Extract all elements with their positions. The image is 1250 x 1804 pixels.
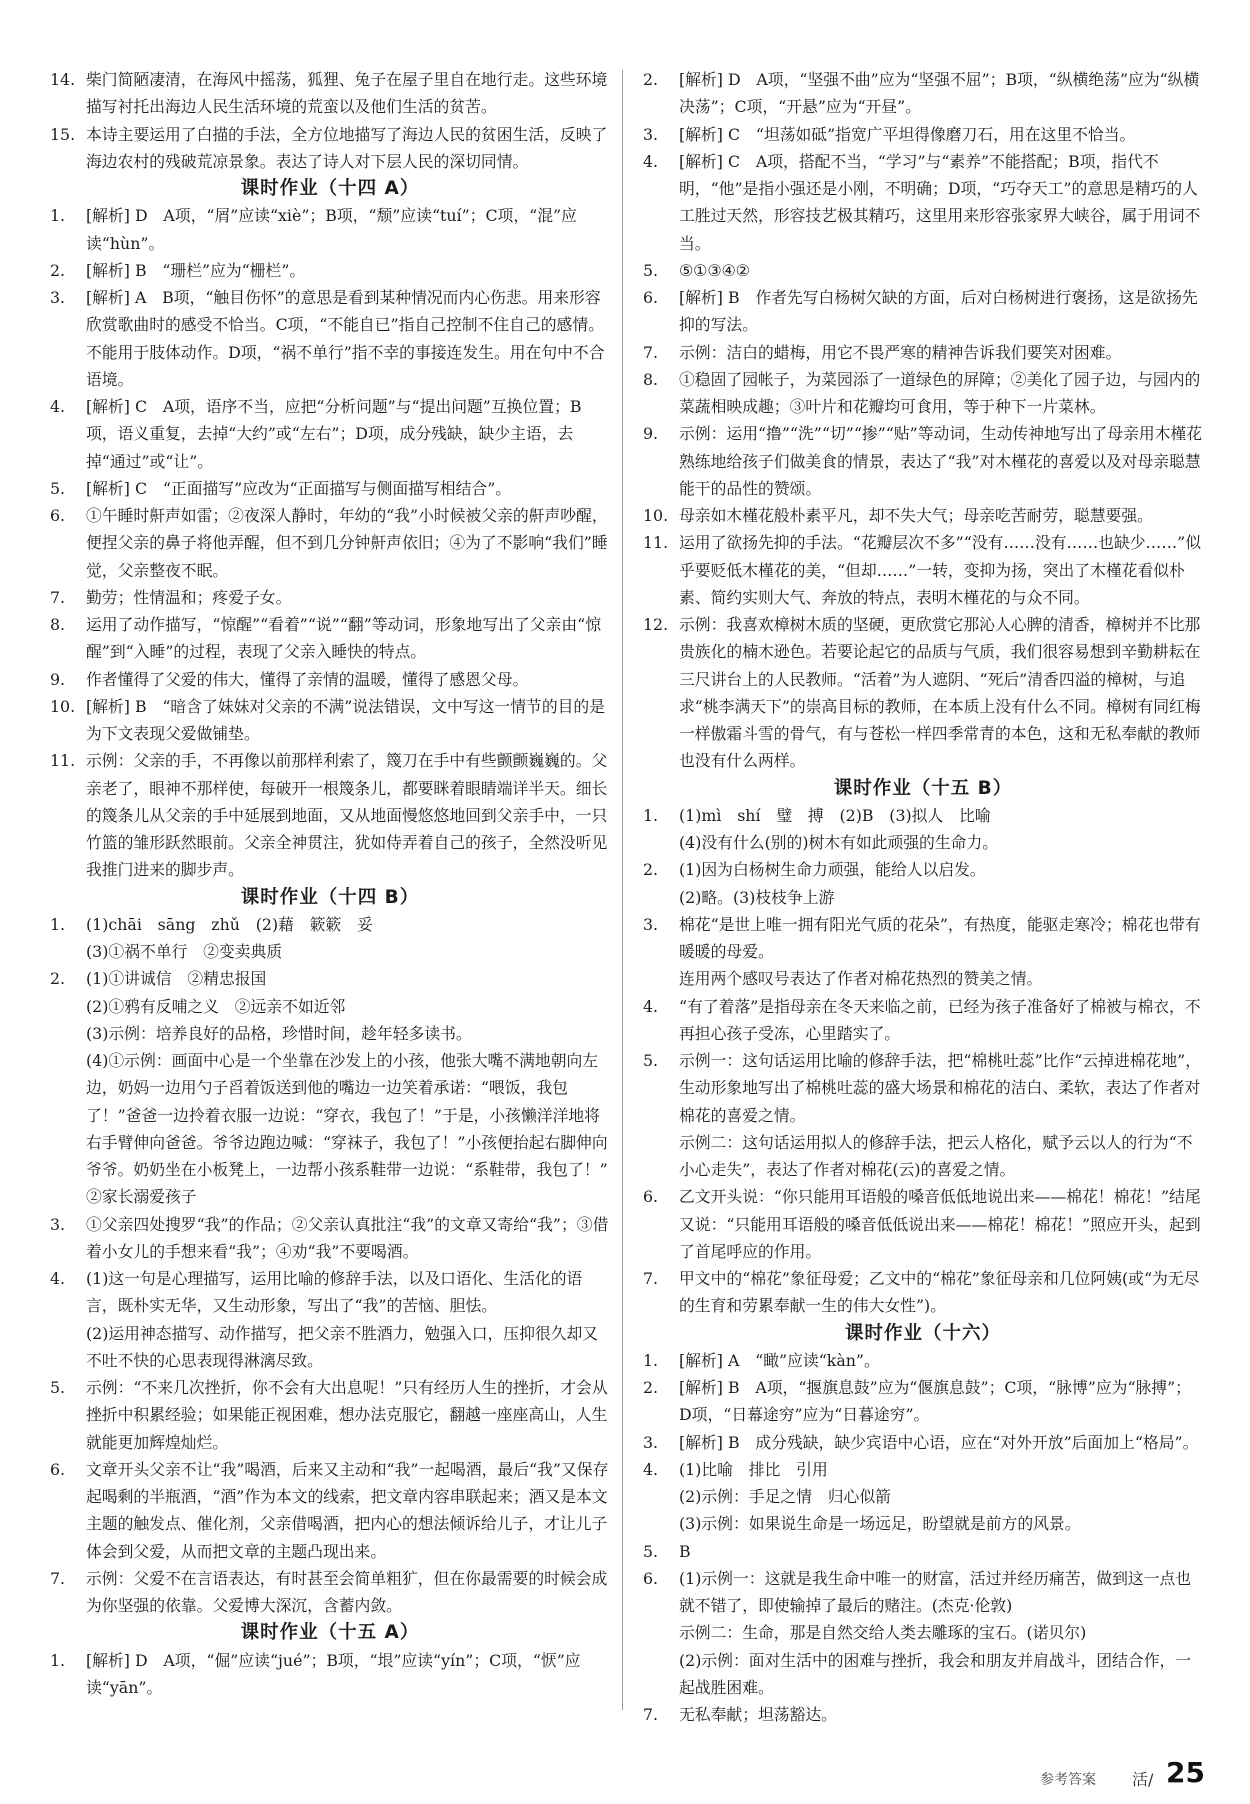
answer-number: 6. [50,1459,66,1479]
page-number: 25 [1166,1756,1205,1789]
answer-item [643,339,1203,366]
answer-item [50,1456,610,1565]
answer-item [643,1538,1203,1565]
answer-text: “有了着落”是指母亲在冬天来临之前，已经为孩子准备好了棉被与棉衣，不再担心孩子受冻，心里踏实了。 [679,996,1201,1043]
answer-text: [解析] B 成分残缺，缺少宾语中心语，应在“对外开放”后面加上“格局”。 [679,1432,1199,1452]
answer-number: 5. [643,1051,659,1070]
answer-subitem: (4)没有什么(别的)树木有如此顽强的生命力。 [679,833,999,852]
answer-text: 运用了动作描写，“惊醒”“看着”“说”“翻”等动词，形象地写出了父亲由“惊醒”到“入睡”的过程，表现了父亲入睡快的特点。 [86,615,601,662]
answer-item [50,1211,610,1266]
answer-subitem: (2)运用神态描写、动作描写，把父亲不胜酒力，勉强入口，压抑很久却又不吐不快的心思表现得淋漓尽致。 [86,1323,599,1370]
answer-subitem: (2)示例：面对生活中的困难与挫折，我会和朋友并肩战斗，团结合作，一起战胜困难。 [679,1650,1192,1697]
answer-text: 示例：“不来几次挫折，你不会有大出息呢！”只有经历人生的挫折，才会从挫折中积累经验；如果能正视困难，想办法克服它，翻越一座座高山，人生就能更加辉煌灿烂。 [86,1378,608,1452]
answer-number: 6. [643,288,659,307]
answer-number: 15. [50,124,76,144]
answer-text: (1)①讲诚信 ②精忠报国 [86,969,267,989]
answer-text: [解析] A “瞰”应读“kàn”。 [679,1350,880,1370]
answer-item [50,611,610,666]
answer-number: 7. [643,1269,659,1288]
answer-item [643,121,1203,148]
section-heading: 课时作业（十五 A） [240,1622,420,1644]
answer-text: 示例一：这句话运用比喻的修辞手法，把“棉桃吐蕊”比作“云掉进棉花地”，生动形象地写出了棉桃吐蕊的盛大场景和棉花的洁白、柔软，表达了作者对棉花的喜爱之情。 [679,1051,1202,1125]
answer-number: 4. [643,996,659,1016]
answer-number: 7. [50,1568,66,1588]
answer-number: 9. [50,669,66,689]
answer-text: 示例：父爱不在言语表达，有时甚至会简单粗犷，但在你最需要的时候会成为你坚强的依靠。父爱博大深沉，含蓄内敛。 [86,1568,608,1615]
answer-item [50,584,610,611]
answer-number: 6. [50,506,66,525]
answer-text: 母亲如木槿花般朴素平凡，却不失大气；母亲吃苦耐劳，聪慧要强。 [679,506,1153,525]
answer-text: (1)比喻 排比 引用 [679,1459,828,1479]
answer-item [643,257,1203,284]
answer-text: [解析] B “暗含了妹妹对父亲的不满”说法错误，文中写这一情节的目的是为下文表现父爱做铺垫。 [86,696,606,743]
answer-text: [解析] B 作者先写白杨树欠缺的方面，后对白杨树进行褒扬，这是欲扬先抑的写法。 [679,288,1198,335]
answer-item [643,1701,1203,1728]
answer-item [643,1265,1203,1320]
answer-item [643,66,1203,121]
answer-text: [解析] D A项，“屑”应读“xiè”；B项，“颓”应读“tuí”；C项，“混”应读“hùn”。 [86,206,577,253]
answer-number: 5. [643,260,659,280]
answer-number: 6. [643,1187,659,1207]
answer-item [50,965,610,992]
answer-item [643,1347,1203,1374]
answer-number: 2. [50,969,66,989]
answer-item [50,666,610,693]
answer-number: 2. [50,260,66,280]
answer-text: 示例：我喜欢樟树木质的坚硬，更欣赏它那沁人心脾的清香，樟树并不比那贵族化的楠木逊色。若要论起它的品质与气质，我们很容易想到辛勤耕耘在三尺讲台上的人民教师。“活着”为人遮阴、“死后”清香四溢的樟树，与追求“桃李满天下”的崇高目标的教师，在本质上没有什么不同。樟树有同红梅一样傲霜斗雪的骨气，有与苍松一样四季常青的本色，这和无私奉献的教师也没有什么两样。 [679,615,1201,771]
answer-number: 11. [50,751,76,771]
answer-number: 3. [643,1432,659,1452]
section-heading: 课时作业（十四 B） [240,886,420,908]
answer-text: 棉花“是世上唯一拥有阳光气质的花朵”，有热度，能驱走寒冷；棉花也带有暖暖的母爱。 [679,914,1201,961]
answer-number: 11. [643,533,669,553]
answer-text: [解析] C A项，搭配不当，“学习”与“素养”不能搭配；B项，指代不明，“他”是指小强还是小刚，不明确；D项，“巧夺天工”的意思是精巧的人工胜过天然，形容技艺极其精巧，这里用来形容张家界大峡谷，属于用词不当。 [679,151,1201,253]
answer-number: 8. [643,369,659,389]
answer-text: 无私奉献；坦荡豁达。 [679,1705,837,1724]
answer-number: 8. [50,615,66,634]
answer-item [643,366,1203,421]
answer-number: 1. [50,206,66,226]
answer-item [50,393,610,475]
answer-subitem: (2)①鸦有反哺之义 ②远亲不如近邻 [86,996,346,1016]
answer-text: B [679,1541,691,1561]
answer-item [643,1429,1203,1456]
section-heading: 课时作业（十四 A） [240,178,420,199]
left-column [50,66,610,1701]
column-divider [622,70,623,1710]
answer-text: (1)因为白杨树生命力顽强，能给人以启发。 [679,860,986,880]
answer-subitem: 示例二：这句话运用拟人的修辞手法，把云人格化，赋予云以人的行为“不小心走失”，表达了作者对棉花(云)的喜爱之情。 [679,1132,1193,1179]
answer-text: [解析] C “坦荡如砥”指宽广平坦得像磨刀石，用在这里不恰当。 [679,124,1136,144]
answer-item [643,1047,1203,1129]
answer-item [50,121,610,176]
answer-item [643,529,1203,611]
answer-number: 3. [50,288,66,307]
answer-text: 柴门简陋凄清，在海风中摇荡，狐狸、兔子在屋子里自在地行走。这些环境描写衬托出海边人民生活环境的荒蛮以及他们生活的贫苦。 [86,70,608,117]
answer-item [643,856,1203,883]
answer-text: ①稳固了园帐子，为菜园添了一道绿色的屏障；②美化了园子边，与园内的菜蔬相映成趣；③叶片和花瓣均可食用，等于种下一片菜林。 [679,369,1201,416]
answer-item [50,747,610,883]
answer-number: 7. [643,342,659,362]
answer-number: 2. [643,860,659,880]
answer-item [50,257,610,284]
answer-subitem: (3)示例：培养良好的品格，珍惜时间，趁年轻多读书。 [86,1023,472,1043]
answer-text: ⑤①③④② [679,260,750,280]
answer-number: 10. [50,696,76,716]
answer-item [50,693,610,748]
answer-item [50,284,610,393]
answer-item [50,1265,610,1320]
answer-number: 5. [50,1378,66,1397]
section-heading: 课时作业（十六） [844,1322,1001,1344]
right-column [643,66,1203,1728]
answer-item [50,66,610,121]
answer-item [50,1647,610,1702]
answer-item [50,202,610,257]
answer-item [643,993,1203,1048]
answer-item [50,911,610,938]
answer-number: 7. [50,587,66,607]
answer-subitem: 示例二：生命，那是自然交给人类去雕琢的宝石。(诺贝尔) [679,1623,1087,1643]
answer-text: (1)示例一：这就是我生命中唯一的财富，活过并经历痛苦，做到这一点也就不错了，即使输掉了最后的赌注。(杰克·伦敦) [679,1568,1192,1615]
answer-item [643,420,1203,502]
answer-text: 作者懂得了父爱的伟大，懂得了亲情的温暖，懂得了感恩父母。 [86,669,529,689]
answer-text: [解析] C “正面描写”应改为“正面描写与侧面描写相结合”。 [86,478,512,498]
answer-subitem: (2)略。(3)枝枝争上游 [679,887,835,907]
answer-number: 1. [643,1350,659,1370]
answer-subitem: 连用两个感叹号表达了作者对棉花热烈的赞美之情。 [679,969,1043,989]
answer-item [643,802,1203,829]
answer-number: 7. [643,1705,659,1724]
answer-text: ①午睡时鼾声如雷；②夜深人静时，年幼的“我”小时候被父亲的鼾声吵醒，便捏父亲的鼻子将他弄醒，但不到几分钟鼾声依旧；④为了不影响“我们”睡觉，父亲整夜不眠。 [86,506,608,580]
answer-item [643,1456,1203,1483]
answer-item [50,1374,610,1456]
answer-item [643,1565,1203,1620]
section-heading: 课时作业（十五 B） [833,777,1013,799]
footer-label: 参考答案 [1040,1772,1096,1788]
answer-number: 6. [643,1568,659,1588]
answer-number: 3. [643,124,659,144]
answer-item [50,502,610,584]
answer-text: (1)mì shí 璧 搏 (2)B (3)拟人 比喻 [679,805,991,825]
answer-number: 1. [643,805,659,825]
answer-number: 5. [50,478,66,498]
answer-subitem: (2)示例：手足之情 归心似箭 [679,1487,891,1506]
answer-item [50,475,610,502]
answer-item [643,284,1203,339]
answer-text: 示例：洁白的蜡梅，用它不畏严寒的精神告诉我们要笑对困难。 [679,342,1122,362]
answer-item [643,148,1203,257]
answer-subitem: ②家长溺爱孩子 [86,1187,197,1207]
answer-text: 乙文开头说：“你只能用耳语般的嗓音低低地说出来——棉花！棉花！”结尾又说：“只能用耳语般的嗓音低低说出来——棉花！棉花！”照应开头，起到了首尾呼应的作用。 [679,1187,1201,1261]
answer-number: 3. [50,1214,66,1234]
answer-item [643,502,1203,529]
answer-number: 1. [50,914,66,934]
answer-text: (1)chāi sāng zhǔ (2)藉 簌簌 妥 [86,914,373,934]
answer-text: 文章开头父亲不让“我”喝酒，后来又主动和“我”一起喝酒，最后“我”又保存起喝剩的半瓶酒，“酒”作为本文的线索，把文章内容串联起来；酒又是本文主题的触发点、催化剂，父亲借喝酒，把内心的想法倾诉给儿子，才让儿子体会到父爱，从而把文章的主题凸现出来。 [86,1459,609,1561]
answer-text: [解析] A B项，“触目伤怀”的意思是看到某种情况而内心伤悲。用来形容欣赏歌曲时的感受不恰当。C项，“不能自已”指自己控制不住自己的感情。不能用于肢体动作。D项，“祸不单行”指不幸的事接连发生。用在句中不合语境。 [86,288,605,389]
answer-text: ①父亲四处搜罗“我”的作品；②父亲认真批注“我”的文章又寄给“我”；③借着小女儿的手想来看“我”；④劝“我”不要喝酒。 [86,1214,609,1261]
answer-number: 9. [643,424,659,444]
answer-subitem: (3)示例：如果说生命是一场远足，盼望就是前方的风景。 [679,1514,1081,1534]
footer-section: 活/ [1132,1770,1154,1789]
answer-number: 2. [643,70,659,89]
answer-item [643,611,1203,775]
answer-text: [解析] B “珊栏”应为“栅栏”。 [86,260,306,280]
answer-item [643,911,1203,966]
answer-text: [解析] D A项，“坚强不曲”应为“坚强不屈”；B项，“纵横绝荡”应为“纵横决荡”；C项，“开悬”应为“开昼”。 [679,70,1200,117]
answer-number: 5. [643,1541,659,1561]
answer-item [50,1565,610,1620]
answer-text: 运用了欲扬先抑的手法。“花瓣层次不多”“没有……没有……也缺少……”似乎要贬低木槿花的美，“但却……”一转，变抑为扬，突出了木槿花看似朴素、简约实则大气、奔放的特点，表明木槿花的与众不同。 [679,533,1202,607]
answer-number: 12. [643,615,669,634]
answer-text: [解析] D A项，“倔”应读“jué”；B项，“垠”应读“yín”；C项，“恹”应读“yān”。 [86,1650,581,1697]
answer-number: 14. [50,70,76,89]
answer-number: 2. [643,1378,659,1397]
answer-text: 甲文中的“棉花”象征母爱；乙文中的“棉花”象征母亲和几位阿姨(或“为无尽的生育和劳累奉献一生的伟大女性”)。 [679,1269,1200,1316]
answer-item [643,1183,1203,1265]
answer-text: 示例：父亲的手，不再像以前那样利索了，篾刀在手中有些颤颤巍巍的。父亲老了，眼神不那样使，每破开一根篾条儿，都要眯着眼睛端详半天。细长的篾条儿从父亲的手中延展到地面，又从地面慢悠悠地回到父亲手中，一只竹篮的雏形跃然眼前。父亲全神贯注，犹如侍弄着自己的孩子，全然没听见我推门进来的脚步声。 [86,751,608,880]
answer-text: 本诗主要运用了白描的手法，全方位地描写了海边人民的贫困生活，反映了海边农村的残破荒凉景象。表达了诗人对下层人民的深切同情。 [86,124,608,171]
answer-number: 3. [643,914,659,934]
answer-text: (1)这一句是心理描写，运用比喻的修辞手法，以及口语化、生活化的语言，既朴实无华，又生动形象，写出了“我”的苦恼、胆怯。 [86,1269,583,1316]
answer-number: 1. [50,1650,66,1670]
answer-text: [解析] B A项，“揠旗息鼓”应为“偃旗息鼓”；C项，“脉博”应为“脉搏”；D项，“日幕途穷”应为“日暮途穷”。 [679,1378,1191,1425]
answer-subitem: (4)①示例：画面中心是一个坐靠在沙发上的小孩，他张大嘴不满地朝向左边，奶妈一边用勺子舀着饭送到他的嘴边一边笑着承诺：“喂饭，我包了！”爸爸一边拎着衣服一边说：“穿衣，我包了！”于是，小孩懒洋洋地将右手臂伸向爸爸。爷爷边跑边喊：“穿袜子，我包了！”小孩便抬起右脚伸向爷爷。奶奶坐在小板凳上，一边帮小孩系鞋带一边说：“系鞋带，我包了！” [86,1051,608,1179]
answer-number: 4. [643,1459,659,1479]
answer-number: 4. [50,397,66,416]
answer-text: [解析] C A项，语序不当，应把“分析问题”与“提出问题”互换位置；B项，语义重复，去掉“大约”或“左右”；D项，成分残缺，缺少主语，去掉“通过”或“让”。 [86,397,582,471]
answer-number: 4. [643,151,659,171]
answer-text: 勤劳；性情温和；疼爱子女。 [86,587,292,607]
answer-subitem: (3)①祸不单行 ②变卖典质 [86,942,283,961]
answer-item [643,1374,1203,1429]
answer-number: 4. [50,1269,66,1288]
answer-number: 10. [643,506,669,525]
answer-text: 示例：运用“撸”“洗”“切”“掺”“贴”等动词，生动传神地写出了母亲用木槿花熟练地给孩子们做美食的情景，表达了“我”对木槿花的喜爱以及对母亲聪慧能干的品性的赞颂。 [679,424,1203,498]
